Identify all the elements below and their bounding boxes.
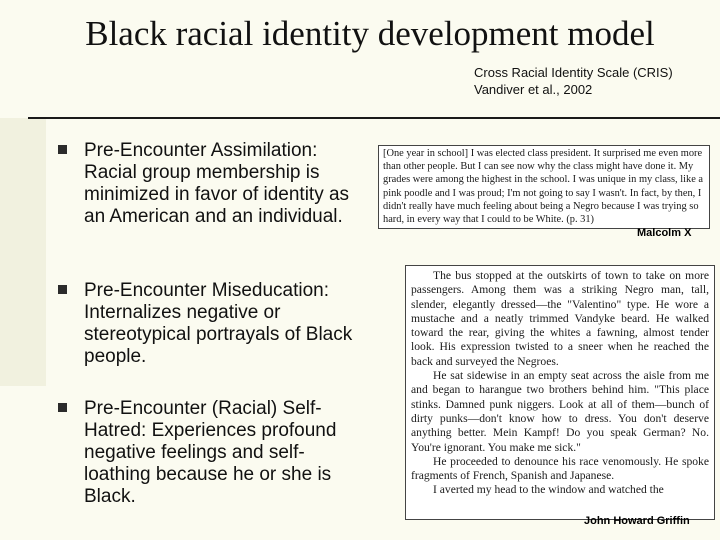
griffin-quote-image xyxy=(405,265,715,520)
source-citation xyxy=(474,64,673,98)
quote-paragraph: He proceeded to denounce his race venomously. He spoke fragments of French, Spanish and Japanese. xyxy=(411,454,709,483)
left-accent-band xyxy=(0,118,46,386)
quote-paragraph: I averted my head to the window and watched the xyxy=(433,483,664,497)
square-bullet-icon xyxy=(58,403,67,412)
quote-paragraph: He sat sidewise in an empty seat across the aisle from me and began to harangue two brothers behind him. "This place stinks. Damned punk niggers. Look at all of them—bunch of dirty punks—don't know how to dress. You don't deserve anything better. Mein Kampf! Do you speak German? No. You're ignorant. You make me sick." xyxy=(411,369,709,454)
square-bullet-icon xyxy=(58,145,67,154)
source-line-2: Vandiver et al., 2002 xyxy=(474,82,593,97)
bullet-item-assimilation xyxy=(58,140,358,228)
bullet-text: Pre-Encounter (Racial) Self-Hatred: Experiences profound negative feelings and self-loathing because he or she is Black. xyxy=(84,398,337,507)
slide-title: Black racial identity development model xyxy=(85,14,655,53)
title-divider xyxy=(28,117,720,119)
source-line-1: Cross Racial Identity Scale (CRIS) xyxy=(474,65,673,80)
malcolm-x-caption: Malcolm X xyxy=(637,227,692,239)
griffin-caption: John Howard Griffin xyxy=(584,515,690,527)
bullet-text: Pre-Encounter Miseducation: Internalizes negative or stereotypical portrayals of Black people. xyxy=(84,280,353,367)
bullet-item-self-hatred xyxy=(58,398,358,508)
square-bullet-icon xyxy=(58,285,67,294)
bullet-item-miseducation xyxy=(58,280,358,368)
malcolm-x-quote-image: [One year in school] I was elected class president. It surprised me even more than other people. But I can see now why the class might have done it. My grades were among the highest in the school. I was unique in my class, like a pink poodle and I was proud; I'm not going to say I wasn't. In fact, by then, I didn't really have much feeling about being a Negro because I was trying so hard, in every way that I could to be White. (p. 31) xyxy=(378,145,710,229)
quote-paragraph: The bus stopped at the outskirts of town to take on more passengers. Among them was a striking Negro man, tall, slender, elegantly dressed—the "Valentino" type. He wore a mustache and a neatly trimmed Vandyke beard. He walked toward the rear, giving the whites a fawning, almost tender look. His expression twisted to a sneer when he reached the back and surveyed the Negroes. xyxy=(411,269,709,368)
bullet-text: Pre-Encounter Assimilation: Racial group membership is minimized in favor of identity as an American and an individual. xyxy=(84,140,350,227)
